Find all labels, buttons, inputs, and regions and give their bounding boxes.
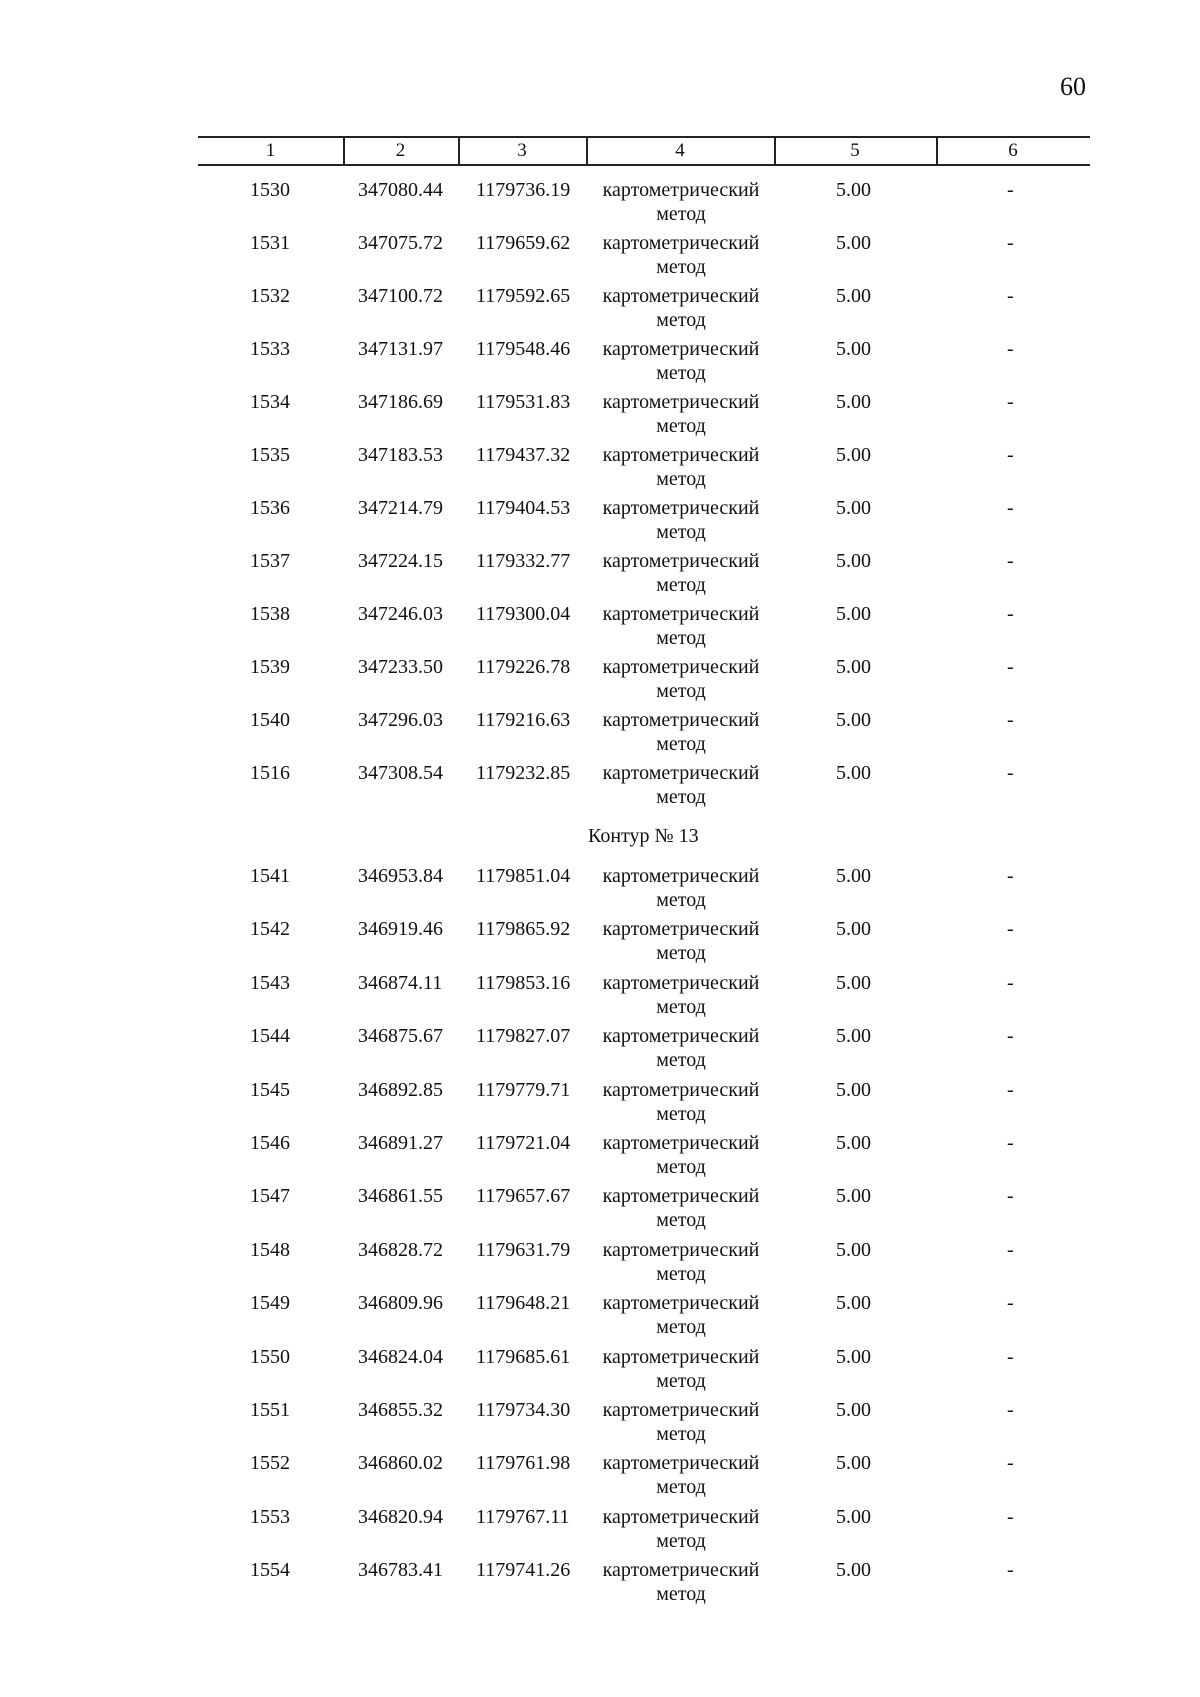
method-line-2: метод xyxy=(656,889,706,911)
accuracy-value: 5.00 xyxy=(836,1345,871,1368)
table-row xyxy=(0,864,1200,914)
note-value: - xyxy=(1007,709,1014,731)
table-row xyxy=(0,231,1200,281)
point-number: 1534 xyxy=(250,391,290,413)
coordinate-x: 346783.41 xyxy=(358,1559,443,1582)
accuracy-value: 5.00 xyxy=(836,444,871,466)
header-col-2: 2 xyxy=(343,138,460,164)
coordinate-x: 346809.96 xyxy=(358,1292,443,1315)
header-col-6: 6 xyxy=(1008,140,1018,161)
point-number: 1539 xyxy=(250,656,290,678)
method-line-1: картометрический xyxy=(602,285,760,307)
note-value: - xyxy=(1007,1505,1014,1528)
accuracy-value: 5.00 xyxy=(836,285,871,307)
point-number: 1532 xyxy=(250,285,290,307)
point-number: 1536 xyxy=(250,497,290,519)
coordinate-x: 346892.85 xyxy=(358,1078,443,1101)
method-cell xyxy=(600,1184,762,1232)
method-line-2: метод xyxy=(656,1476,706,1499)
method-line-2: метод xyxy=(656,733,706,755)
method-line-1: картометрический xyxy=(602,550,760,572)
point-number: 1542 xyxy=(250,918,290,941)
header-col-4: 4 xyxy=(586,138,776,164)
method-line-2: метод xyxy=(656,1209,706,1232)
table-row xyxy=(0,1451,1200,1501)
point-number: 1533 xyxy=(250,338,290,360)
method-line-2: метод xyxy=(656,786,706,808)
note-value: - xyxy=(1007,1292,1014,1315)
table-row xyxy=(0,284,1200,334)
method-line-1: картометрический xyxy=(602,1025,760,1048)
method-cell xyxy=(600,708,762,756)
table-row xyxy=(0,655,1200,705)
table-row xyxy=(0,337,1200,387)
table-row xyxy=(0,971,1200,1021)
header-col-3: 3 xyxy=(458,138,588,164)
table-row xyxy=(0,1291,1200,1341)
method-line-2: метод xyxy=(656,362,706,384)
note-value: - xyxy=(1007,285,1014,307)
point-number: 1554 xyxy=(250,1559,290,1582)
method-line-2: метод xyxy=(656,574,706,596)
note-value: - xyxy=(1007,1025,1014,1048)
note-value: - xyxy=(1007,865,1014,887)
accuracy-value: 5.00 xyxy=(836,1238,871,1261)
method-line-1: картометрический xyxy=(602,709,760,731)
method-cell xyxy=(600,655,762,703)
coordinate-y: 1179300.04 xyxy=(476,603,571,625)
note-value: - xyxy=(1007,603,1014,625)
coordinate-y: 1179226.78 xyxy=(476,656,571,678)
method-cell xyxy=(600,761,762,809)
method-line-2: метод xyxy=(656,256,706,278)
method-line-1: картометрический xyxy=(602,1505,760,1528)
method-cell xyxy=(600,178,762,226)
note-value: - xyxy=(1007,918,1014,941)
method-cell xyxy=(600,602,762,650)
method-line-2: метод xyxy=(656,1423,706,1445)
method-line-2: метод xyxy=(656,521,706,543)
method-line-1: картометрический xyxy=(602,179,760,201)
table-header xyxy=(198,136,1090,166)
method-line-2: метод xyxy=(656,1102,706,1125)
accuracy-value: 5.00 xyxy=(836,1559,871,1582)
note-value: - xyxy=(1007,444,1014,466)
header-col-1: 1 xyxy=(198,138,345,164)
coordinate-x: 346875.67 xyxy=(358,1025,443,1048)
method-cell xyxy=(600,1131,762,1179)
note-value: - xyxy=(1007,1559,1014,1582)
method-line-1: картометрический xyxy=(602,391,760,413)
method-line-1: картометрический xyxy=(602,971,760,994)
accuracy-value: 5.00 xyxy=(836,865,871,887)
method-line-2: метод xyxy=(656,995,706,1018)
table-row xyxy=(0,602,1200,652)
table-row xyxy=(0,1078,1200,1128)
accuracy-value: 5.00 xyxy=(836,179,871,201)
coordinate-y: 1179767.11 xyxy=(476,1505,570,1528)
header-col-5: 5 xyxy=(774,138,938,164)
coordinate-y: 1179232.85 xyxy=(476,762,571,784)
accuracy-value: 5.00 xyxy=(836,497,871,519)
method-line-2: метод xyxy=(656,942,706,965)
note-value: - xyxy=(1007,762,1014,784)
accuracy-value: 5.00 xyxy=(836,709,871,731)
point-number: 1540 xyxy=(250,709,290,731)
note-value: - xyxy=(1007,179,1014,201)
note-value: - xyxy=(1007,1078,1014,1101)
method-cell xyxy=(600,1078,762,1126)
method-cell xyxy=(600,284,762,332)
page-number: 60 xyxy=(1060,72,1086,101)
method-cell xyxy=(600,1451,762,1499)
point-number: 1553 xyxy=(250,1505,290,1528)
point-number: 1530 xyxy=(250,179,290,201)
note-value: - xyxy=(1007,550,1014,572)
point-number: 1545 xyxy=(250,1078,290,1101)
point-number: 1551 xyxy=(250,1399,290,1421)
method-cell xyxy=(600,1345,762,1393)
note-value: - xyxy=(1007,1132,1014,1154)
table-row xyxy=(0,178,1200,228)
note-value: - xyxy=(1007,1345,1014,1368)
coordinate-y: 1179332.77 xyxy=(476,550,571,572)
accuracy-value: 5.00 xyxy=(836,918,871,941)
coordinate-y: 1179779.71 xyxy=(476,1078,571,1101)
table-row xyxy=(0,1184,1200,1234)
method-line-1: картометрический xyxy=(602,1559,760,1582)
method-cell xyxy=(600,1024,762,1072)
method-line-1: картометрический xyxy=(602,1452,760,1475)
coordinate-y: 1179734.30 xyxy=(476,1399,571,1421)
method-cell xyxy=(600,1291,762,1339)
table-row xyxy=(0,1398,1200,1448)
method-cell xyxy=(600,496,762,544)
coordinate-x: 347131.97 xyxy=(358,338,443,360)
method-cell xyxy=(600,1505,762,1553)
method-line-2: метод xyxy=(656,1369,706,1392)
accuracy-value: 5.00 xyxy=(836,1025,871,1048)
coordinate-y: 1179721.04 xyxy=(476,1132,571,1154)
method-cell xyxy=(600,1398,762,1446)
point-number: 1546 xyxy=(250,1132,290,1154)
method-line-1: картометрический xyxy=(602,1238,760,1261)
method-line-1: картометрический xyxy=(602,1078,760,1101)
contour-title: Контур № 13 xyxy=(588,825,699,847)
method-line-2: метод xyxy=(656,468,706,490)
coordinate-x: 346919.46 xyxy=(358,918,443,941)
coordinate-x: 346953.84 xyxy=(358,865,443,887)
accuracy-value: 5.00 xyxy=(836,603,871,625)
table-row xyxy=(0,496,1200,546)
coordinate-x: 347308.54 xyxy=(358,762,443,784)
method-line-2: метод xyxy=(656,680,706,702)
coordinate-y: 1179404.53 xyxy=(476,497,571,519)
point-number: 1531 xyxy=(250,232,290,254)
note-value: - xyxy=(1007,1399,1014,1421)
method-line-2: метод xyxy=(656,415,706,437)
table-row xyxy=(0,1505,1200,1555)
coordinate-x: 347186.69 xyxy=(358,391,443,413)
accuracy-value: 5.00 xyxy=(836,1292,871,1315)
accuracy-value: 5.00 xyxy=(836,1399,871,1421)
coordinate-y: 1179761.98 xyxy=(476,1452,571,1475)
method-cell xyxy=(600,864,762,912)
note-value: - xyxy=(1007,1452,1014,1475)
coordinate-y: 1179437.32 xyxy=(476,444,571,466)
point-number: 1550 xyxy=(250,1345,290,1368)
table-row xyxy=(0,761,1200,811)
point-number: 1552 xyxy=(250,1452,290,1475)
accuracy-value: 5.00 xyxy=(836,656,871,678)
method-line-1: картометрический xyxy=(602,1345,760,1368)
coordinate-x: 346828.72 xyxy=(358,1238,443,1261)
coordinate-x: 346820.94 xyxy=(358,1505,443,1528)
method-line-1: картометрический xyxy=(602,1399,760,1421)
accuracy-value: 5.00 xyxy=(836,550,871,572)
coordinate-x: 347233.50 xyxy=(358,656,443,678)
method-cell xyxy=(600,337,762,385)
method-line-2: метод xyxy=(656,309,706,331)
method-cell xyxy=(600,1238,762,1286)
method-line-2: метод xyxy=(656,1156,706,1178)
method-cell xyxy=(600,917,762,965)
note-value: - xyxy=(1007,232,1014,254)
note-value: - xyxy=(1007,1185,1014,1208)
coordinate-y: 1179685.61 xyxy=(476,1345,571,1368)
point-number: 1535 xyxy=(250,444,290,466)
point-number: 1544 xyxy=(250,1025,290,1048)
method-cell xyxy=(600,1558,762,1606)
method-line-1: картометрический xyxy=(602,497,760,519)
coordinate-x: 347080.44 xyxy=(358,179,443,201)
point-number: 1516 xyxy=(250,762,290,784)
accuracy-value: 5.00 xyxy=(836,232,871,254)
table-row xyxy=(0,1238,1200,1288)
method-line-2: метод xyxy=(656,1529,706,1552)
point-number: 1543 xyxy=(250,971,290,994)
method-line-1: картометрический xyxy=(602,1185,760,1208)
method-line-2: метод xyxy=(656,1583,706,1606)
coordinate-x: 347224.15 xyxy=(358,550,443,572)
coordinate-y: 1179531.83 xyxy=(476,391,571,413)
coordinate-x: 347075.72 xyxy=(358,232,443,254)
method-cell xyxy=(600,549,762,597)
coordinate-x: 347214.79 xyxy=(358,497,443,519)
coordinate-y: 1179741.26 xyxy=(476,1559,571,1582)
method-line-1: картометрический xyxy=(602,603,760,625)
coordinate-x: 346891.27 xyxy=(358,1132,443,1154)
point-number: 1538 xyxy=(250,603,290,625)
coordinate-x: 346861.55 xyxy=(358,1185,443,1208)
coordinate-y: 1179865.92 xyxy=(476,918,571,941)
coordinate-y: 1179592.65 xyxy=(476,285,571,307)
note-value: - xyxy=(1007,338,1014,360)
method-line-2: метод xyxy=(656,1262,706,1285)
accuracy-value: 5.00 xyxy=(836,1505,871,1528)
method-line-1: картометрический xyxy=(602,1132,760,1154)
accuracy-value: 5.00 xyxy=(836,971,871,994)
coordinate-x: 347100.72 xyxy=(358,285,443,307)
table-row xyxy=(0,443,1200,493)
coordinate-x: 347246.03 xyxy=(358,603,443,625)
method-cell xyxy=(600,971,762,1019)
point-number: 1548 xyxy=(250,1238,290,1261)
coordinate-x: 346855.32 xyxy=(358,1399,443,1421)
method-line-2: метод xyxy=(656,203,706,225)
note-value: - xyxy=(1007,1238,1014,1261)
point-number: 1541 xyxy=(250,865,290,887)
method-line-2: метод xyxy=(656,1316,706,1339)
table-row xyxy=(0,390,1200,440)
method-cell xyxy=(600,390,762,438)
method-line-2: метод xyxy=(656,1049,706,1072)
table-row xyxy=(0,549,1200,599)
coordinate-x: 347296.03 xyxy=(358,709,443,731)
note-value: - xyxy=(1007,497,1014,519)
method-line-1: картометрический xyxy=(602,918,760,941)
note-value: - xyxy=(1007,971,1014,994)
accuracy-value: 5.00 xyxy=(836,762,871,784)
coordinate-y: 1179659.62 xyxy=(476,232,571,254)
method-line-1: картометрический xyxy=(602,232,760,254)
table-row xyxy=(0,1558,1200,1608)
method-line-2: метод xyxy=(656,627,706,649)
method-cell xyxy=(600,443,762,491)
method-line-1: картометрический xyxy=(602,865,760,887)
coordinate-y: 1179853.16 xyxy=(476,971,571,994)
accuracy-value: 5.00 xyxy=(836,338,871,360)
method-line-1: картометрический xyxy=(602,1292,760,1315)
coordinate-y: 1179851.04 xyxy=(476,865,571,887)
coordinate-x: 346860.02 xyxy=(358,1452,443,1475)
point-number: 1549 xyxy=(250,1292,290,1315)
table-row xyxy=(0,1131,1200,1181)
method-cell xyxy=(600,231,762,279)
accuracy-value: 5.00 xyxy=(836,1452,871,1475)
method-line-1: картометрический xyxy=(602,656,760,678)
note-value: - xyxy=(1007,391,1014,413)
coordinate-y: 1179657.67 xyxy=(476,1185,571,1208)
point-number: 1547 xyxy=(250,1185,290,1208)
coordinate-x: 346824.04 xyxy=(358,1345,443,1368)
table-row xyxy=(0,708,1200,758)
method-line-1: картометрический xyxy=(602,338,760,360)
point-number: 1537 xyxy=(250,550,290,572)
coordinate-x: 347183.53 xyxy=(358,444,443,466)
accuracy-value: 5.00 xyxy=(836,391,871,413)
table-row xyxy=(0,1345,1200,1395)
coordinate-x: 346874.11 xyxy=(358,971,443,994)
note-value: - xyxy=(1007,656,1014,678)
coordinate-y: 1179548.46 xyxy=(476,338,571,360)
table-row xyxy=(0,917,1200,967)
method-line-1: картометрический xyxy=(602,762,760,784)
coordinate-y: 1179648.21 xyxy=(476,1292,571,1315)
coordinate-y: 1179216.63 xyxy=(476,709,571,731)
table-row xyxy=(0,1024,1200,1074)
coordinate-y: 1179736.19 xyxy=(476,179,571,201)
coordinate-y: 1179827.07 xyxy=(476,1025,571,1048)
accuracy-value: 5.00 xyxy=(836,1132,871,1154)
method-line-1: картометрический xyxy=(602,444,760,466)
accuracy-value: 5.00 xyxy=(836,1185,871,1208)
accuracy-value: 5.00 xyxy=(836,1078,871,1101)
coordinate-y: 1179631.79 xyxy=(476,1238,571,1261)
